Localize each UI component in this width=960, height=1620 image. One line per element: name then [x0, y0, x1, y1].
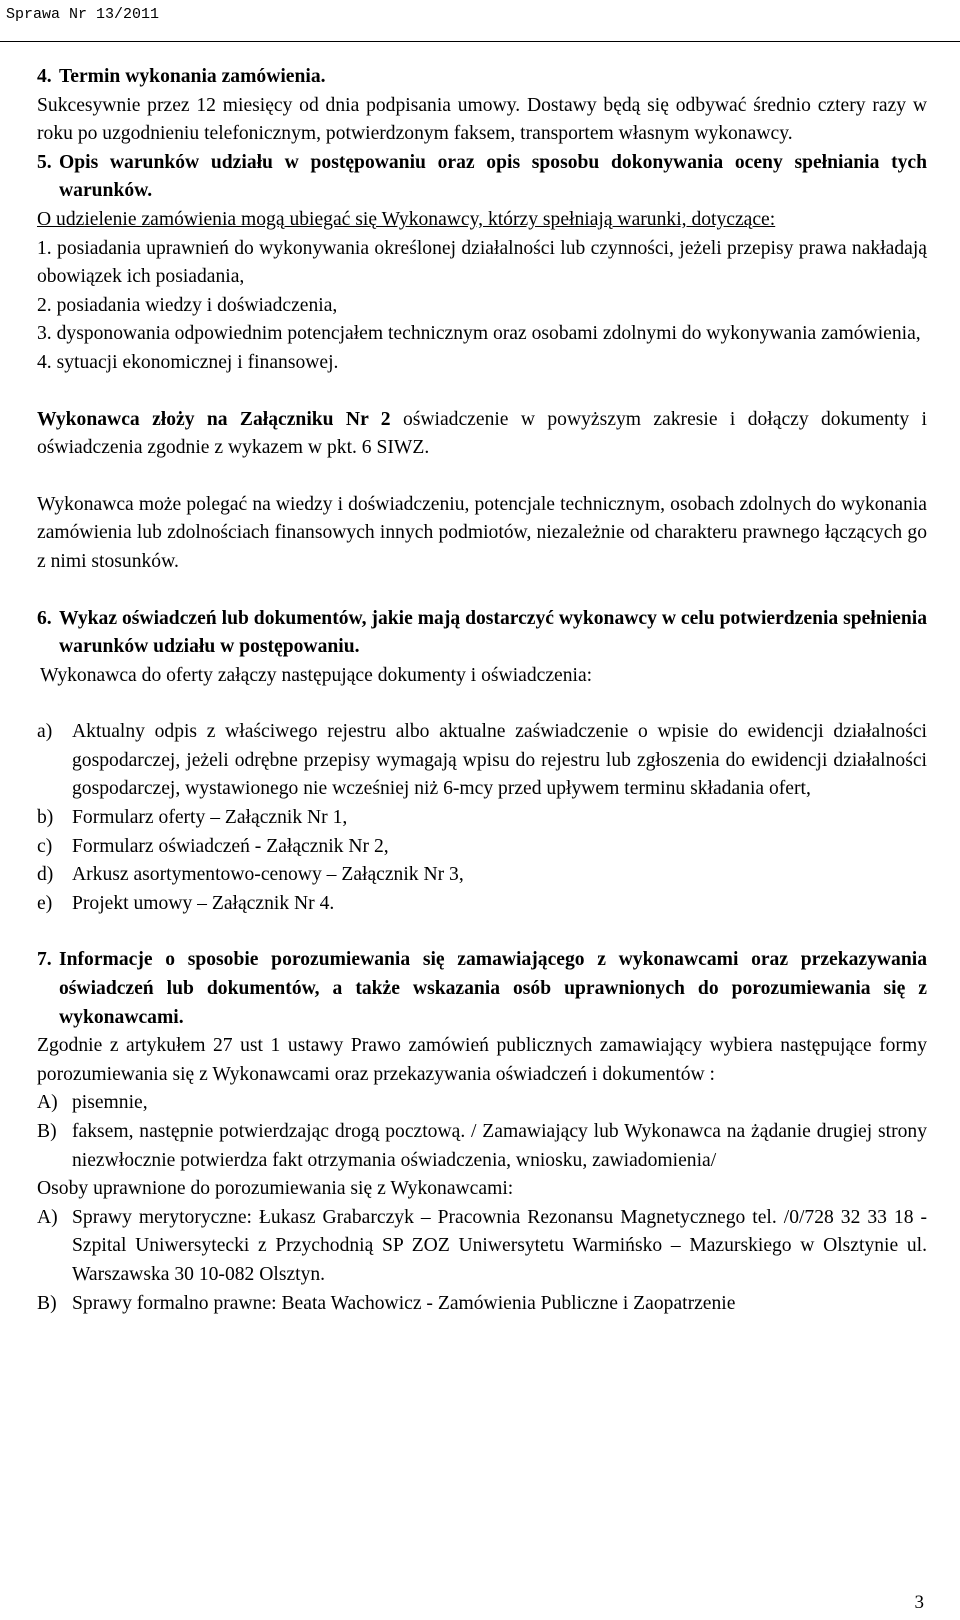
authorized-person: [37, 1204, 927, 1290]
item-text: Arkusz asortymentowo-cenowy – Załącznik Nr 3,: [72, 864, 464, 886]
condition-item: 2. posiadania wiedzy i doświadczenia,: [37, 294, 338, 316]
communication-form: [37, 1089, 927, 1118]
bold-lead: Wykonawca złoży na Załączniku Nr 2: [37, 408, 391, 430]
person-text: Sprawy merytoryczne: Łukasz Grabarczyk – Pracownia Rezonansu Magnetycznego tel. /0/728 32 33 18 - Szpital Uniwersytecki z Przychodnią SP ZOZ Uniwersytetu Warmińsko – Mazurskiego w Olsztynie ul. Warszawska 30 10-082 Olsztyn.: [72, 1206, 927, 1285]
document-item: [37, 718, 927, 804]
section-7-intro: Zgodnie z artykułem 27 ust 1 ustawy Prawo zamówień publicznych zamawiający wybiera następujące formy porozumiewania się z Wykonawcami oraz przekazywania oświadczeń i dokumentów :: [37, 1035, 927, 1085]
section-number: 4.: [37, 66, 52, 87]
section-6-intro: Wykonawca do oferty załączy następujące dokumenty i oświadczenia:: [40, 664, 593, 686]
paragraph-rest: oświadczenie w powyższym zakresie i dołączy dokumenty i oświadczenia zgodnie z wykazem w pkt. 6 SIWZ.: [37, 408, 927, 459]
item-label: e): [37, 892, 53, 914]
section-number: 6.: [37, 607, 52, 629]
person-label: B): [37, 1292, 57, 1314]
item-text: Formularz oświadczeń - Załącznik Nr 2,: [72, 835, 389, 857]
person-text: Sprawy formalno prawne: Beata Wachowicz - Zamówienia Publiczne i Zaopatrzenie: [72, 1292, 736, 1314]
document-item: [37, 890, 927, 919]
item-label: c): [37, 835, 53, 857]
section-number: 7.: [37, 949, 52, 971]
person-label: A): [37, 1206, 58, 1228]
authorized-person: [37, 1290, 927, 1319]
form-text: faksem, następnie potwierdzając drogą pocztową. / Zamawiający lub Wykonawca na żądanie drugiej strony niezwłocznie potwierdza fakt otrzymania oświadczenia, wniosku, zawiadomienia/: [72, 1121, 927, 1171]
document-item: [37, 833, 927, 862]
section-5-heading: [37, 149, 927, 206]
section-5-paragraph-1: [37, 406, 927, 463]
item-text: Aktualny odpis z właściwego rejestru albo aktualne zaświadczenie o wpisie do ewidencji działalności gospodarczej, jeżeli odrębne przepisy wymagają wpisu do rejestru lub zgłoszenia do ewidencji działalności gospodarczej, wystawionego nie wcześniej niż 6-mcy przed upływem terminu składania ofert,: [72, 721, 927, 800]
form-label: A): [37, 1092, 58, 1114]
section-title: Opis warunków udziału w postępowaniu oraz opis sposobu dokonywania oceny spełniania tych warunków.: [59, 151, 927, 202]
condition-item: 3. dysponowania odpowiednim potencjałem technicznym oraz osobami zdolnymi do wykonywania zamówienia,: [37, 323, 921, 345]
item-text: Projekt umowy – Załącznik Nr 4.: [72, 892, 335, 914]
section-7-heading: [37, 946, 927, 1032]
section-4-heading: [37, 63, 927, 92]
form-text: pisemnie,: [72, 1092, 148, 1114]
section-4-body: Sukcesywnie przez 12 miesięcy od dnia podpisania umowy. Dostawy będą się odbywać średnio cztery razy w roku po uzgodnieniu telefonicznym, potwierdzonym faksem, transportem własnym wykonawcy.: [37, 94, 927, 145]
item-label: b): [37, 807, 54, 829]
section-5-intro: O udzielenie zamówienia mogą ubiegać się Wykonawcy, którzy spełniają warunki, dotyczące:: [37, 208, 776, 230]
condition-item: 1. posiadania uprawnień do wykonywania określonej działalności lub czynności, jeżeli przepisy prawa nakładają obowiązek ich posiadania,: [37, 237, 927, 288]
section-title: Wykaz oświadczeń lub dokumentów, jakie mają dostarczyć wykonawcy w celu potwierdzenia spełnienia warunków udziału w postępowaniu.: [59, 607, 927, 658]
case-number: Sprawa Nr 13/2011: [6, 6, 160, 23]
item-label: d): [37, 864, 54, 886]
section-number: 5.: [37, 151, 52, 173]
item-text: Formularz oferty – Załącznik Nr 1,: [72, 807, 348, 829]
form-label: B): [37, 1121, 57, 1142]
section-5-paragraph-2: Wykonawca może polegać na wiedzy i doświadczeniu, potencjale technicznym, osobach zdolnych do wykonania zamówienia lub zdolnościach finansowych innych podmiotów, niezależnie od charakteru prawnego łączących go z nimi stosunków.: [37, 493, 927, 572]
communication-form: [37, 1118, 927, 1175]
page-number: 3: [914, 1592, 924, 1613]
document-body: [37, 63, 927, 1318]
authorized-persons-intro: Osoby uprawnione do porozumiewania się z Wykonawcami:: [37, 1178, 514, 1200]
page-header: [0, 0, 960, 42]
document-item: [37, 804, 927, 833]
item-label: a): [37, 721, 53, 743]
condition-item: 4. sytuacji ekonomicznej i finansowej.: [37, 351, 339, 373]
section-6-heading: [37, 605, 927, 662]
section-title: Informacje o sposobie porozumiewania się zamawiającego z wykonawcami oraz przekazywania oświadczeń lub dokumentów, a także wskazania osób uprawnionych do porozumiewania się z wykonawcami.: [59, 949, 927, 1028]
section-title: Termin wykonania zamówienia.: [59, 66, 326, 87]
document-item: [37, 861, 927, 890]
